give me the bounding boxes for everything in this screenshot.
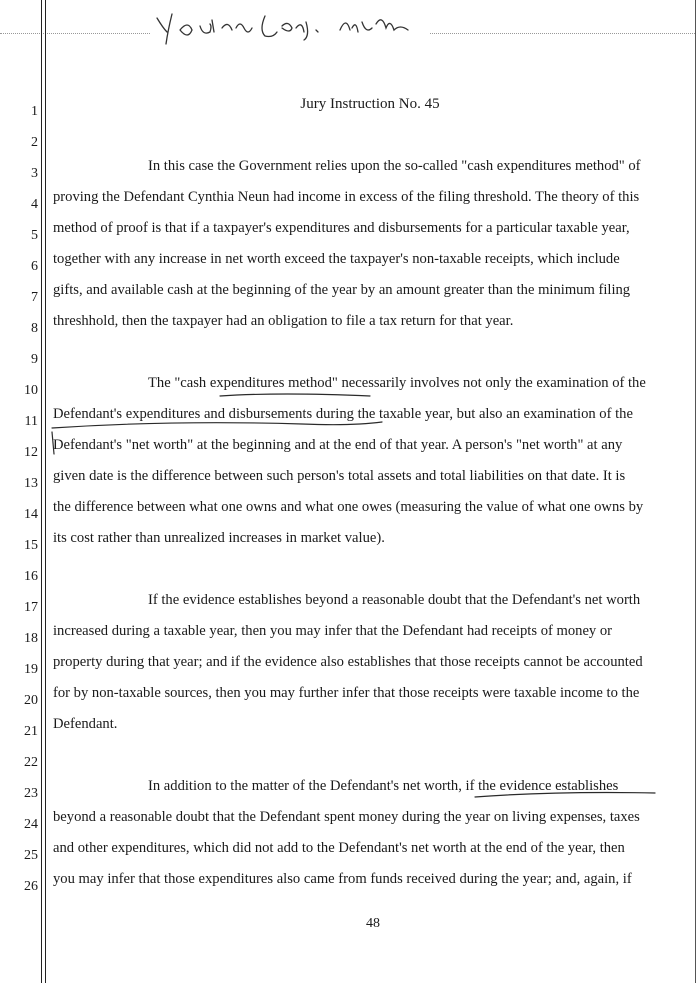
text-line: given date is the difference between such person's total assets and total liabilities on that date. It is (53, 468, 626, 484)
text-line: and other expenditures, which did not add to the Defendant's net worth at the end of the year, then (53, 840, 625, 856)
line-number: 11 (24, 414, 38, 429)
text-line: proving the Defendant Cynthia Neun had income in excess of the filing threshold. The theory of this (53, 189, 640, 205)
line-number: 19 (24, 662, 38, 677)
line-number: 24 (24, 817, 38, 832)
line-number: 5 (31, 228, 38, 243)
line-number: 9 (31, 352, 38, 367)
text-line: In addition to the matter of the Defendant's net worth, if the evidence establishes (148, 778, 619, 794)
text-line: beyond a reasonable doubt that the Defendant spent money during the year on living expenses, taxes (53, 809, 640, 825)
line-number: 26 (24, 879, 38, 894)
line-number: 13 (24, 476, 38, 491)
line-number: 6 (31, 259, 38, 274)
line-number: 8 (31, 321, 38, 336)
underline-mark (52, 422, 382, 428)
underline-mark (52, 432, 54, 454)
line-number: 12 (24, 445, 38, 460)
text-line: increased during a taxable year, then you may infer that the Defendant had receipts of money or (53, 623, 613, 639)
text-line: you may infer that those expenditures also came from funds received during the year; and, again, if (53, 871, 632, 887)
text-line: Defendant's expenditures and disbursements during the taxable year, but also an examination of the (53, 406, 633, 422)
page-number: 48 (366, 916, 380, 931)
line-number: 25 (24, 848, 38, 863)
line-number: 2 (31, 135, 38, 150)
line-number: 7 (31, 290, 38, 305)
line-number: 15 (24, 538, 38, 553)
line-number: 22 (24, 755, 38, 770)
text-line: In this case the Government relies upon the so-called "cash expenditures method" of (148, 158, 641, 174)
text-line: together with any increase in net worth exceed the taxpayer's non-taxable receipts, which include (53, 251, 620, 267)
underline-mark (220, 394, 370, 396)
text-line: method of proof is that if a taxpayer's expenditures and disbursements for a particular taxable year, (53, 220, 630, 236)
text-line: property during that year; and if the evidence also establishes that those receipts cannot be accounted (53, 654, 643, 670)
line-number: 21 (24, 724, 38, 739)
line-number: 16 (24, 569, 38, 584)
line-number: 3 (31, 166, 38, 181)
line-number: 14 (24, 507, 38, 522)
text-line: its cost rather than unrealized increases in market value). (53, 530, 385, 546)
document-title: Jury Instruction No. 45 (300, 96, 440, 112)
line-number: 23 (24, 786, 38, 801)
line-number: 20 (24, 693, 38, 708)
text-line: Defendant. (53, 716, 118, 732)
text-line: Defendant's "net worth" at the beginning and at the end of that year. A person's "net worth" at any (53, 437, 623, 453)
line-number: 17 (24, 600, 38, 615)
text-line: for by non-taxable sources, then you may further infer that those receipts were taxable income to the (53, 685, 640, 701)
text-line: The "cash expenditures method" necessarily involves not only the examination of the (148, 375, 646, 391)
line-number: 1 (31, 104, 38, 119)
underline-mark (475, 793, 655, 798)
line-number: 10 (24, 383, 38, 398)
line-number: 4 (31, 197, 38, 212)
text-line: gifts, and available cash at the beginning of the year by an amount greater than the minimum filing (53, 282, 631, 298)
text-line: threshhold, then the taxpayer had an obligation to file a tax return for that year. (53, 313, 514, 329)
line-number: 18 (24, 631, 38, 646)
text-line: If the evidence establishes beyond a reasonable doubt that the Defendant's net worth (148, 592, 641, 608)
text-line: the difference between what one owns and what one owes (measuring the value of what one owns by (53, 499, 644, 515)
